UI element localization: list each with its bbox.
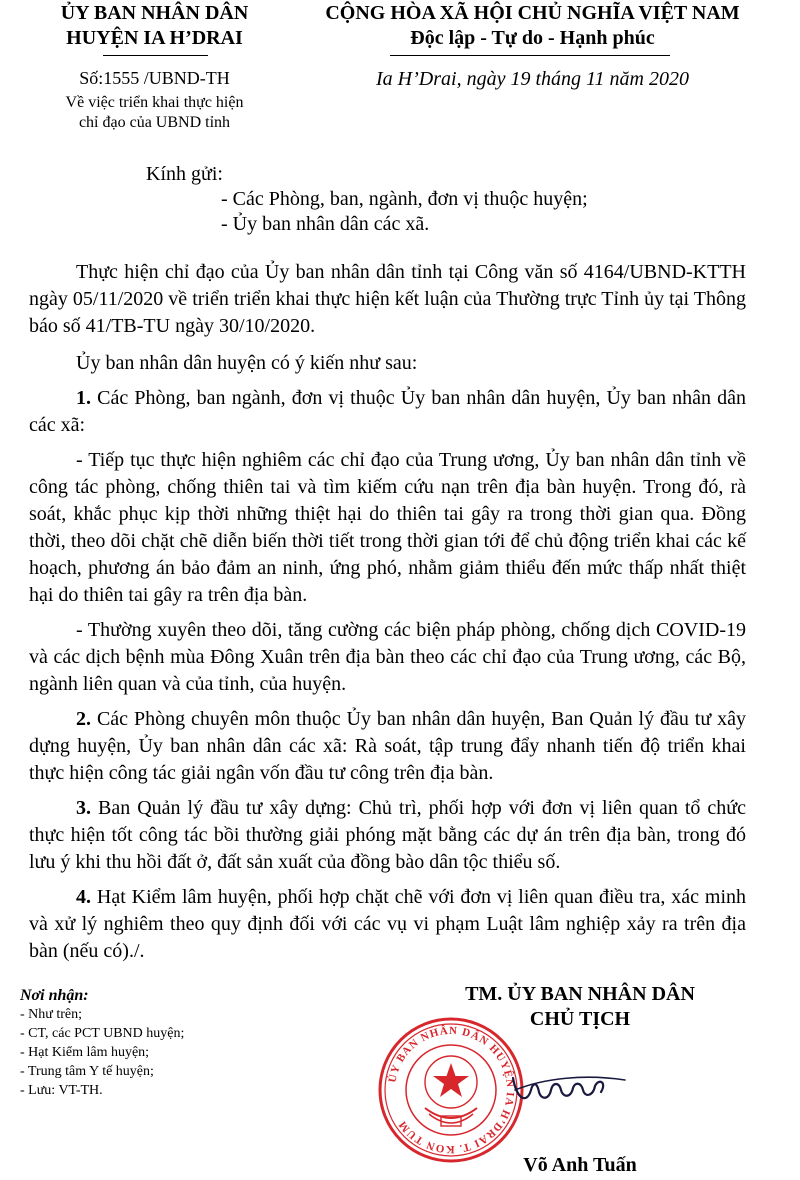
item-3-text: Ban Quản lý đầu tư xây dựng: Chủ trì, phối hợp với đơn vị liên quan tổ chức thực hiện tốt công tác bồi thường giải phóng mặt bằng các dự án trên địa bàn, trong đó lưu ý khi thu hồi đất ở, đất sản xuất của đồng bào dân tộc thiểu số.	[29, 797, 747, 873]
issuing-org-line1: ỦY BAN NHÂN DÂN	[60, 2, 249, 24]
item-1-bullet-1: - Tiếp tục thực hiện nghiêm các chỉ đạo của Trung ương, Ủy ban nhân dân tỉnh về công tác phòng, chống thiên tai và tìm kiếm cứu nạn trên địa bàn huyện. Trong đó, rà soát, khắc phục kịp thời những thiệt hại do thiên tai gây ra trong thời gian qua. Đồng thời, theo dõi chặt chẽ diễn biến thời tiết trong thời gian tới để chủ động triển khai các kế hoạch, phương án bảo đảm an ninh, ứng phó, nhằm giảm thiểu đến mức thấp nhất thiệt hại do thiên tai gây ra trên địa bàn.	[29, 449, 746, 606]
item-4-paragraph	[29, 884, 746, 965]
recipient-item: - Ủy ban nhân dân các xã.	[221, 213, 430, 235]
distribution-item: - Hạt Kiểm lâm huyện;	[20, 1045, 150, 1060]
svg-text:ỦY BAN NHÂN DÂN HUYỆN IA H’DRA: ỦY BAN NHÂN DÂN HUYỆN IA H’DRAI T. KON TUM	[386, 1024, 517, 1156]
item-1-paragraph	[29, 385, 746, 439]
national-title: CỘNG HÒA XÃ HỘI CHỦ NGHĨA VIỆT NAM	[325, 2, 740, 24]
item-4-number: 4.	[76, 886, 91, 908]
subject-line-1: Về việc triển khai thực hiện	[65, 94, 244, 111]
intro-paragraph: Thực hiện chỉ đạo của Ủy ban nhân dân tỉnh tại Công văn số 4164/UBND-KTTH ngày 05/11/2020 về triển triển khai thực hiện kết luận của Thường trực Tỉnh ủy tại Thông báo số 41/TB-TU ngày 30/10/2020.	[29, 261, 746, 337]
distribution-item: - Trung tâm Y tế huyện;	[20, 1064, 154, 1079]
place-and-date: Ia H’Drai, ngày 19 tháng 11 năm 2020	[376, 68, 689, 90]
signature-title-2: CHỦ TỊCH	[529, 1008, 631, 1030]
distribution-item: - Như trên;	[20, 1007, 83, 1022]
org-underline-divider	[103, 55, 208, 56]
item-1-number: 1.	[76, 387, 91, 409]
item-3-paragraph	[29, 795, 746, 876]
item-1-text: Các Phòng, ban ngành, đơn vị thuộc Ủy ban nhân dân huyện, Ủy ban nhân dân các xã:	[29, 387, 747, 436]
signature-title-1: TM. ỦY BAN NHÂN DÂN	[465, 983, 695, 1005]
item-3-number: 3.	[76, 797, 91, 819]
document-body	[29, 259, 746, 973]
distribution-list-title: Nơi nhận:	[20, 987, 89, 1004]
item-1-bullet-2: - Thường xuyên theo dõi, tăng cường các biện pháp phòng, chống dịch COVID-19 và các dịch bệnh mùa Đông Xuân trên địa bàn theo các chỉ đạo của Trung ương, các Bộ, ngành liên quan và của tỉnh, của huyện.	[29, 619, 746, 695]
distribution-item: - Lưu: VT-TH.	[20, 1083, 103, 1098]
signer-name: Võ Anh Tuấn	[523, 1154, 637, 1176]
official-seal-icon	[377, 1016, 525, 1164]
item-2-number: 2.	[76, 708, 91, 730]
item-2-paragraph	[29, 706, 746, 787]
opinion-paragraph: Ủy ban nhân dân huyện có ý kiến như sau:	[76, 352, 418, 374]
distribution-item: - CT, các PCT UBND huyện;	[20, 1026, 185, 1041]
subject-line-2: chỉ đạo của UBND tỉnh	[78, 114, 231, 131]
document-number: Số:1555 /UBND-TH	[79, 68, 230, 88]
national-motto: Độc lập - Tự do - Hạnh phúc	[410, 27, 655, 49]
motto-underline-divider	[390, 55, 670, 56]
recipients-label: Kính gửi:	[146, 163, 223, 185]
issuing-org-line2: HUYỆN IA H’DRAI	[66, 27, 243, 49]
item-4-text: Hạt Kiểm lâm huyện, phối hợp chặt chẽ với đơn vị liên quan điều tra, xác minh và xử lý nghiêm theo quy định đối với các vụ vi phạm Luật lâm nghiệp xảy ra trên địa bàn (nếu có)./.	[29, 886, 746, 962]
distribution-list	[20, 986, 300, 1100]
item-2-text: Các Phòng chuyên môn thuộc Ủy ban nhân dân huyện, Ban Quản lý đầu tư xây dựng huyện, Ủy ban nhân dân các xã: Rà soát, tập trung đẩy nhanh tiến độ triển khai thực hiện công tác giải ngân vốn đầu tư công trên địa bàn.	[29, 708, 747, 784]
handwritten-signature-icon	[505, 1060, 635, 1115]
recipient-item: - Các Phòng, ban, ngành, đơn vị thuộc huyện;	[221, 188, 588, 210]
